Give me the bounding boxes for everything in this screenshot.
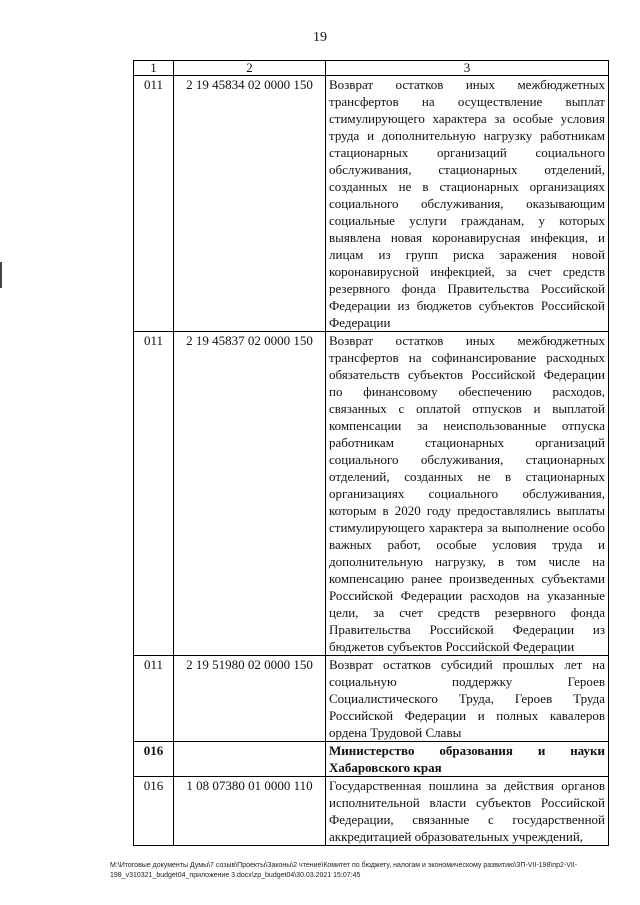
revenue-name-cell: Государственная пошлина за действия органов исполнительной власти субъектов Российской Федерации, связанные с государственной аккредитацией образовательных учреждений, — [326, 777, 609, 846]
revenue-name-cell: Возврат остатков иных межбюджетных трансфертов на софинансирование расходных обязательств субъектов Российской Федерации по финансовому обеспечению расходов, связанных с оплатой отпусков и выплатой компенсации за неиспользованные отпуска работникам стационарных организаций социального обслуживания, стационарных отделений, созданных не в стационарных организациях социального обслуживания, которым в 2020 году предоставлялись выплаты стимулирующего характера за выполнение особо важных работ, особые условия труда и дополнительную нагрузку, в том числе на компенсацию ранее произведенных субъектами Российской Федерации расходов на указанные цели, за счет средств резервного фонда Правительства Российской Федерации из бюджетов субъектов Российской Федерации — [326, 332, 609, 656]
footer-line-1: M:\Итоговые документы Думы\7 созыв\Проекты\Законы\2 чтение\Комитет по бюджету, налогам и экономическому развитию\ЗП-VII-198\пр2-VII- — [110, 862, 578, 869]
admin-code-cell: 011 — [134, 656, 174, 742]
column-header-1: 1 — [134, 61, 174, 76]
table-row — [134, 332, 609, 656]
table-row — [134, 76, 609, 332]
kbk-code-cell: 2 19 45834 02 0000 150 — [174, 76, 326, 332]
column-header-2: 2 — [174, 61, 326, 76]
admin-code-cell: 016 — [134, 742, 174, 777]
page-number: 19 — [313, 30, 327, 45]
file-path-footer — [110, 861, 625, 881]
ministry-name-cell: Министерство образования и науки Хабаровского края — [326, 742, 609, 777]
table-row — [134, 656, 609, 742]
table-row-ministry-heading — [134, 742, 609, 777]
budget-classification-table — [133, 60, 609, 846]
kbk-code-cell — [174, 742, 326, 777]
margin-mark — [0, 262, 2, 288]
footer-line-2: 198_v310321_budget04_приложение 3.docx\zp_budget04\30.03.2021 15:07:45 — [110, 872, 361, 879]
revenue-name-cell: Возврат остатков субсидий прошлых лет на социальную поддержку Героев Социалистического Труда, Героев Труда Российской Федерации и полных кавалеров ордена Трудовой Славы — [326, 656, 609, 742]
kbk-code-cell: 2 19 51980 02 0000 150 — [174, 656, 326, 742]
admin-code-cell: 011 — [134, 332, 174, 656]
admin-code-cell: 016 — [134, 777, 174, 846]
admin-code-cell: 011 — [134, 76, 174, 332]
kbk-code-cell: 2 19 45837 02 0000 150 — [174, 332, 326, 656]
table-header-row — [134, 61, 609, 76]
column-header-3: 3 — [326, 61, 609, 76]
kbk-code-cell: 1 08 07380 01 0000 110 — [174, 777, 326, 846]
revenue-name-cell: Возврат остатков иных межбюджетных трансфертов на осуществление выплат стимулирующего характера за особые условия труда и дополнительную нагрузку работникам стационарных организаций социального обслуживания, стационарных отделений, созданных не в стационарных организациях социального обслуживания, оказывающим социальные услуги гражданам, у которых выявлена новая коронавирусная инфекция, и лицам из групп риска заражения новой коронавирусной инфекцией, за счет средств резервного фонда Правительства Российской Федерации из бюджетов субъектов Российской Федерации — [326, 76, 609, 332]
table-row — [134, 777, 609, 846]
